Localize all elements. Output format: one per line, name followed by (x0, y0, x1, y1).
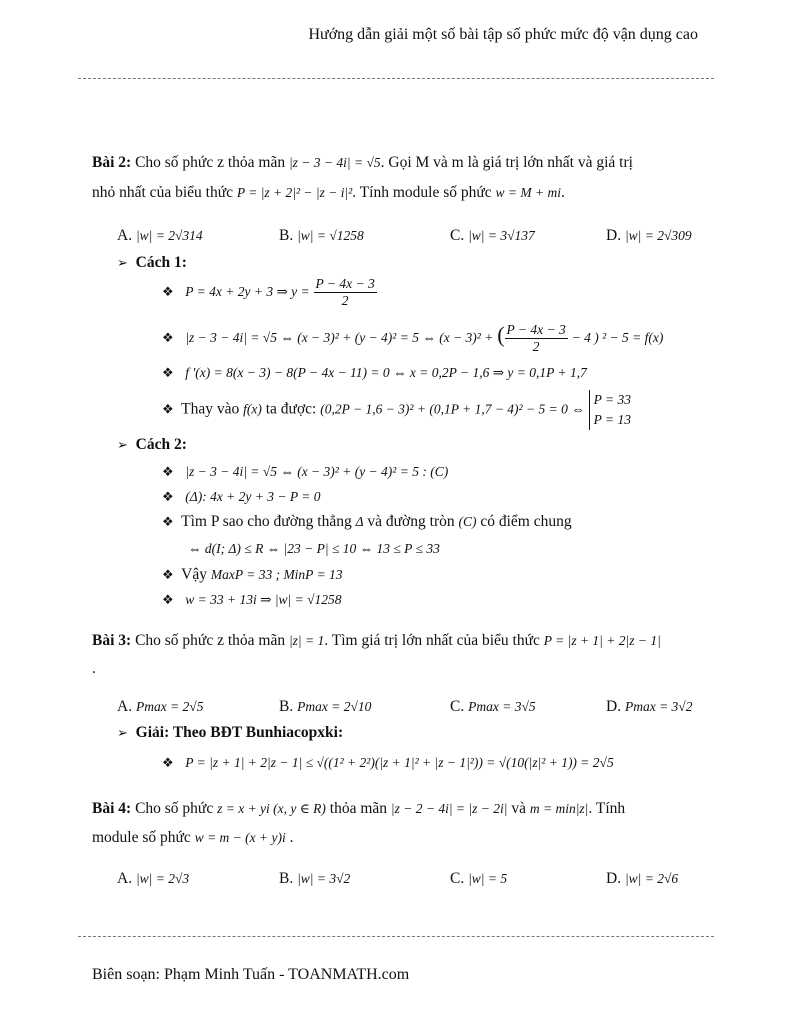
cach1-heading (117, 254, 187, 272)
cach2-step3-text-c: có điểm chung (480, 513, 572, 530)
cach2-step3-text-a: Tìm P sao cho đường thẳng (181, 513, 352, 530)
option-value: |w| = 2√309 (624, 228, 692, 243)
bai2-q2-text-c: . (561, 184, 565, 201)
cach2-step5 (162, 591, 342, 609)
option-letter: B. (279, 870, 294, 887)
bai4-math2: |z − 2 − 4i| = |z − 2i| (390, 801, 508, 816)
option-value: Pmax = 3√2 (624, 699, 693, 714)
bai4-option-d (606, 870, 678, 888)
bai4-math-q2: w = m − (x + y)i (194, 830, 286, 845)
cach2-step5-math: w = 33 + 13i ⇒ |w| = √1258 (185, 592, 342, 607)
bai3-giai-title: Giải: Theo BĐT Bunhiacopxki: (135, 724, 344, 741)
cach1-step2-fraction (505, 322, 568, 355)
cach1-step4-text-a: Thay vào (181, 400, 240, 418)
bai2-label: Bài 2: (92, 154, 132, 171)
diamond-bullet-icon: ❖ (162, 284, 174, 300)
bai4-text-q2a: module số phức (92, 829, 191, 846)
bai2-option-c (450, 227, 535, 245)
bai2-option-a (117, 227, 203, 245)
cach1-step1-math: P = 4x + 2y + 3 ⇒ y = (185, 284, 310, 300)
bai4-text-b: thỏa mãn (329, 800, 388, 817)
option-value: |w| = 2√6 (624, 871, 679, 886)
cach2-title: Cách 2: (135, 436, 187, 453)
fraction-denominator: 2 (341, 293, 349, 308)
option-letter: D. (606, 870, 622, 887)
bai3-math1: |z| = 1 (288, 633, 325, 648)
bai3-giai-step (162, 754, 614, 772)
cach1-step4-text-b: ta được: (265, 400, 317, 418)
fraction-numerator: P − 4x − 3 (315, 276, 375, 291)
diamond-bullet-icon: ❖ (162, 489, 174, 504)
cach1-step4-brace (589, 390, 631, 430)
bai2-question-line2 (92, 184, 565, 202)
bai4-text-c: và (511, 800, 526, 817)
bai4-math1: z = x + yi (x, y ∈ R) (217, 801, 326, 816)
option-letter: C. (450, 227, 465, 244)
fraction-numerator: P − 4x − 3 (506, 322, 566, 337)
diamond-bullet-icon: ❖ (162, 592, 174, 607)
option-letter: D. (606, 698, 622, 715)
option-value: |w| = √1258 (297, 228, 364, 243)
bai2-q2-text-a: nhỏ nhất của biểu thức (92, 184, 233, 201)
bai4-question-line2 (92, 829, 294, 847)
bai3-text-a: Cho số phức z thỏa mãn (135, 632, 286, 649)
cach1-step1-fraction (314, 276, 377, 309)
cach1-step2-math-b: − 4 ) ² − 5 = f(x) (571, 330, 664, 346)
option-letter: C. (450, 870, 465, 887)
option-value: |w| = 2√3 (135, 871, 190, 886)
bai2-question-line1 (92, 154, 633, 172)
cach2-step4 (162, 566, 343, 584)
bai2-option-b (279, 227, 364, 245)
cach1-step4-math-fx: f(x) (243, 401, 262, 417)
cach2-step2-math: (Δ): 4x + 2y + 3 − P = 0 (185, 489, 321, 504)
cach1-step4 (162, 390, 631, 430)
bai3-text-b: . Tìm giá trị lớn nhất của biểu thức (324, 632, 540, 649)
bai3-math2: P = |z + 1| + 2|z − 1| (543, 633, 661, 648)
bai2-q2-text-b: . Tính module số phức (352, 184, 492, 201)
arrow-bullet-icon: ➢ (117, 437, 128, 452)
bai4-label: Bài 4: (92, 800, 132, 817)
brace-row-1: P = 33 (593, 392, 631, 407)
bai3-option-c (450, 698, 536, 716)
cach2-step3 (162, 513, 572, 531)
bai4-option-b (279, 870, 350, 888)
cach1-step1 (162, 276, 377, 309)
bai3-giai-heading (117, 724, 343, 742)
option-letter: B. (279, 698, 294, 715)
cach2-step3-math-delta: Δ (355, 514, 364, 529)
bai4-question-line1 (92, 800, 625, 818)
bai2-q1-text-a: Cho số phức z thỏa mãn (135, 154, 286, 171)
option-letter: A. (117, 698, 133, 715)
cach2-step1-math: |z − 3 − 4i| = √5 ⇔ (x − 3)² + (y − 4)² = 5 : (C) (185, 464, 449, 479)
diamond-bullet-icon: ❖ (162, 401, 174, 417)
bai3-question-end: . (92, 660, 96, 677)
cach1-step2-math-a: |z − 3 − 4i| = √5 ⇔ (x − 3)² + (y − 4)² = 5 ⇔ (x − 3)² + (185, 330, 494, 346)
option-value: Pmax = 3√5 (468, 699, 536, 714)
bai2-option-d (606, 227, 692, 245)
option-value: Pmax = 2√5 (135, 699, 204, 714)
bai3-question (92, 632, 661, 650)
bai4-option-a (117, 870, 189, 888)
fraction-denominator: 2 (532, 339, 540, 354)
footer-divider (78, 936, 714, 937)
arrow-bullet-icon: ➢ (117, 255, 128, 270)
option-value: |w| = 5 (468, 871, 508, 886)
option-value: |w| = 3√2 (297, 871, 351, 886)
cach2-heading (117, 436, 187, 454)
bai4-text-d: . Tính (588, 800, 626, 817)
cach1-step3 (162, 364, 587, 382)
option-value: Pmax = 2√10 (297, 699, 372, 714)
bai4-text-q2b: . (289, 829, 294, 846)
option-letter: D. (606, 227, 622, 244)
diamond-bullet-icon: ❖ (162, 567, 174, 582)
bai2-q1-text-b: . Gọi M và m là giá trị lớn nhất và giá trị (380, 154, 633, 171)
diamond-bullet-icon: ❖ (162, 755, 174, 770)
diamond-bullet-icon: ❖ (162, 464, 174, 479)
diamond-bullet-icon: ❖ (162, 514, 174, 529)
cach1-title: Cách 1: (135, 254, 187, 271)
brace-row-2: P = 13 (593, 412, 631, 427)
cach1-step2 (162, 322, 663, 355)
bai2-q1-math: |z − 3 − 4i| = √5 (288, 155, 381, 170)
cach2-step3-line2 (188, 540, 440, 558)
page-header-title: Hướng dẫn giải một số bài tập số phức mức độ vận dụng cao (308, 26, 698, 43)
cach1-step4-math: (0,2P − 1,6 − 3)² + (0,1P + 1,7 − 4)² − 5 = 0 ⇔ (320, 401, 585, 417)
cach2-step1 (162, 463, 448, 481)
bai3-option-a (117, 698, 203, 716)
bai3-label: Bài 3: (92, 632, 132, 649)
cach2-step3-math2: ⇔ d(I; Δ) ≤ R ⇔ |23 − P| ≤ 10 ⇔ 13 ≤ P ≤ 33 (188, 541, 440, 556)
diamond-bullet-icon: ❖ (162, 365, 174, 380)
option-letter: C. (450, 698, 465, 715)
option-letter: A. (117, 870, 133, 887)
cach1-step3-math: f '(x) = 8(x − 3) − 8(P − 4x − 11) = 0 ⇔ x = 0,2P − 1,6 ⇒ y = 0,1P + 1,7 (185, 365, 587, 380)
arrow-bullet-icon: ➢ (117, 725, 128, 740)
bai2-q2-math2: w = M + mi (495, 185, 562, 200)
bai2-q2-math: P = |z + 2|² − |z − i|² (236, 185, 353, 200)
bai3-option-d (606, 698, 692, 716)
cach2-step3-math-c: (C) (458, 514, 477, 529)
bai3-option-b (279, 698, 371, 716)
diamond-bullet-icon: ❖ (162, 330, 174, 346)
header-divider (78, 78, 714, 79)
option-value: |w| = 3√137 (468, 228, 535, 243)
bai3-giai-math: P = |z + 1| + 2|z − 1| ≤ √((1² + 2²)(|z + 1|² + |z − 1|²)) = √(10(|z|² + 1)) = 2√5 (185, 755, 614, 770)
option-letter: B. (279, 227, 294, 244)
bai4-math3: m = min|z| (529, 801, 589, 816)
paren-open: ( (497, 322, 505, 348)
bai4-text-a: Cho số phức (135, 800, 214, 817)
option-value: |w| = 2√314 (135, 228, 203, 243)
cach2-step4-math: MaxP = 33 ; MinP = 13 (210, 567, 343, 582)
bai4-option-c (450, 870, 507, 888)
cach2-step4-text: Vậy (181, 566, 207, 583)
cach2-step2 (162, 488, 321, 506)
cach2-step3-text-b: và đường tròn (367, 513, 455, 530)
footer-author: Biên soạn: Phạm Minh Tuấn - TOANMATH.com (92, 966, 410, 983)
option-letter: A. (117, 227, 133, 244)
